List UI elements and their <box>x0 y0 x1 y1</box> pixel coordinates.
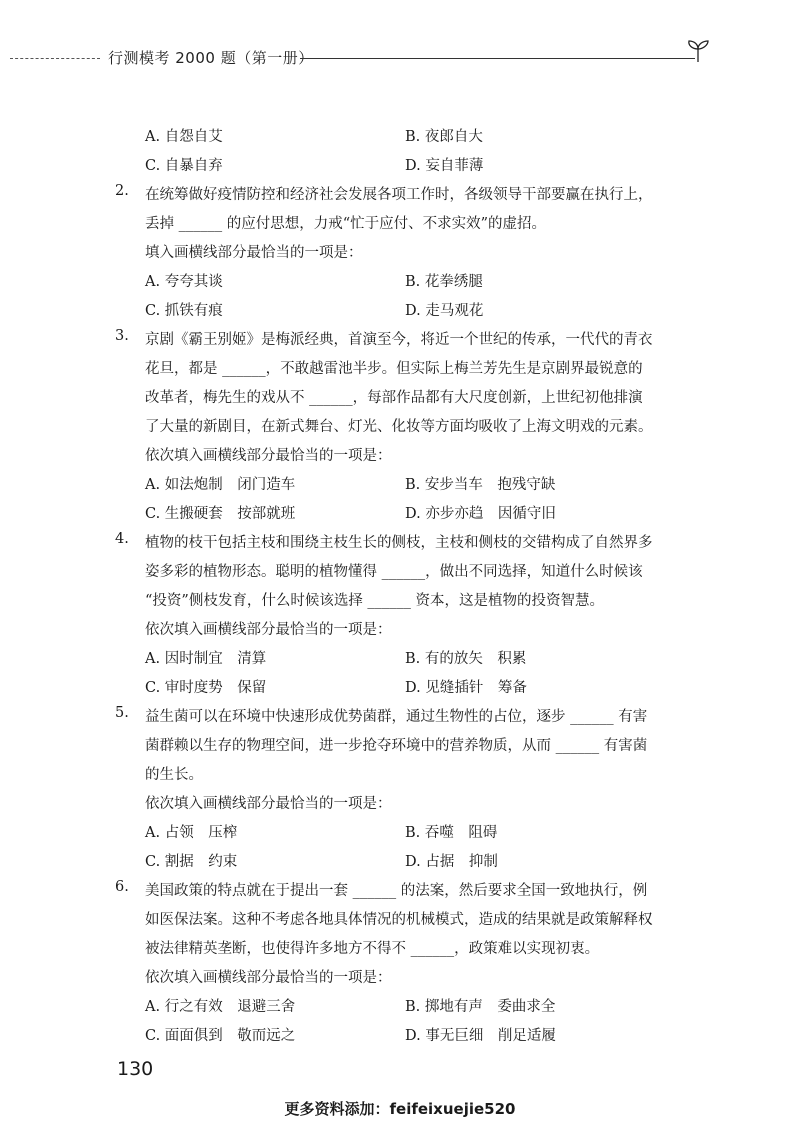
option-d: D. 走马观花 <box>405 303 484 319</box>
option-c: C. 割据 约束 <box>145 854 238 870</box>
question-text-line: 了大量的新剧目，在新式舞台、灯光、化妆等方面均吸收了上海文明戏的元素。 <box>145 419 653 435</box>
option-a: A. 夸夸其谈 <box>145 274 223 290</box>
option-d: D. 妄自菲薄 <box>405 158 484 174</box>
option-b: B. 安步当车 抱残守缺 <box>405 477 556 493</box>
question-text-line: 姿多彩的植物形态。聪明的植物懂得 ______，做出不同选择，知道什么时候该 <box>145 564 643 580</box>
header-dashed-rule <box>10 58 100 59</box>
question-prompt: 依次填入画横线部分最恰当的一项是： <box>145 796 392 812</box>
option-a: A. 占领 压榨 <box>145 825 238 841</box>
question-text-line: 改革者，梅先生的戏从不 ______，每部作品都有大尺度创新，上世纪初他排演 <box>145 390 643 406</box>
question-text-line: 菌群赖以生存的物理空间，进一步抢夺环境中的营养物质，从而 ______ 有害菌 <box>145 738 648 754</box>
option-c: C. 面面俱到 敬而远之 <box>145 1028 296 1044</box>
option-a: A. 如法炮制 闭门造车 <box>145 477 296 493</box>
question-text-line: 丢掉 ______ 的应付思想，力戒“忙于应付、不求实效”的虚招。 <box>145 216 547 232</box>
option-b: B. 吞噬 阻碍 <box>405 825 498 841</box>
question-prompt: 依次填入画横线部分最恰当的一项是： <box>145 970 392 986</box>
page-number: 130 <box>117 1058 154 1080</box>
option-b: B. 掷地有声 委曲求全 <box>405 999 556 1015</box>
question-prompt: 依次填入画横线部分最恰当的一项是： <box>145 448 392 464</box>
question-text-line: 在统筹做好疫情防控和经济社会发展各项工作时，各级领导干部要赢在执行上， <box>145 187 653 203</box>
option-d: D. 亦步亦趋 因循守旧 <box>405 506 556 522</box>
footer-note: 更多资料添加：feifeixuejie520 <box>284 1100 516 1118</box>
option-b: B. 花拳绣腿 <box>405 274 483 290</box>
question-text-line: 花旦，都是 ______，不敢越雷池半步。但实际上梅兰芳先生是京剧界最锐意的 <box>145 361 643 377</box>
option-d: D. 见缝插针 筹备 <box>405 680 527 696</box>
question-text-line: 京剧《霸王别姬》是梅派经典，首演至今，将近一个世纪的传承，一代代的青衣 <box>145 332 653 348</box>
option-c: C. 生搬硬套 按部就班 <box>145 506 296 522</box>
question-text-line: 美国政策的特点就在于提出一套 ______ 的法案，然后要求全国一致地执行，例 <box>145 883 648 899</box>
option-a: A. 自怨自艾 <box>145 129 223 145</box>
book-title: 行测模考 2000 题（第一册） <box>108 49 314 67</box>
running-header <box>0 44 800 74</box>
question-text-line: “投资”侧枝发育，什么时候该选择 ______ 资本，这是植物的投资智慧。 <box>145 593 605 609</box>
question-prompt: 填入画横线部分最恰当的一项是： <box>145 245 363 261</box>
option-b: B. 有的放矢 积累 <box>405 651 527 667</box>
question-text-line: 植物的枝干包括主枝和围绕主枝生长的侧枝，主枝和侧枝的交错构成了自然界多 <box>145 535 653 551</box>
question-prompt: 依次填入画横线部分最恰当的一项是： <box>145 622 392 638</box>
option-d: D. 占据 抑制 <box>405 854 498 870</box>
option-d: D. 事无巨细 削足适履 <box>405 1028 556 1044</box>
header-rule <box>300 58 695 59</box>
option-b: B. 夜郎自大 <box>405 129 483 145</box>
question-text-line: 益生菌可以在环境中快速形成优势菌群，通过生物性的占位，逐步 ______ 有害 <box>145 709 648 725</box>
question-number: 4. <box>115 531 129 547</box>
question-text-line: 的生长。 <box>145 767 203 783</box>
sprout-icon <box>684 36 714 66</box>
question-number: 3. <box>115 328 129 344</box>
option-c: C. 审时度势 保留 <box>145 680 267 696</box>
question-number: 2. <box>115 183 129 199</box>
option-a: A. 因时制宜 清算 <box>145 651 267 667</box>
option-c: C. 抓铁有痕 <box>145 303 223 319</box>
question-text-line: 如医保法案。这种不考虑各地具体情况的机械模式，造成的结果就是政策解释权 <box>145 912 653 928</box>
question-number: 6. <box>115 879 129 895</box>
option-a: A. 行之有效 退避三舍 <box>145 999 296 1015</box>
question-number: 5. <box>115 705 129 721</box>
question-text-line: 被法律精英垄断，也使得许多地方不得不 ______，政策难以实现初衷。 <box>145 941 600 957</box>
option-c: C. 自暴自弃 <box>145 158 223 174</box>
